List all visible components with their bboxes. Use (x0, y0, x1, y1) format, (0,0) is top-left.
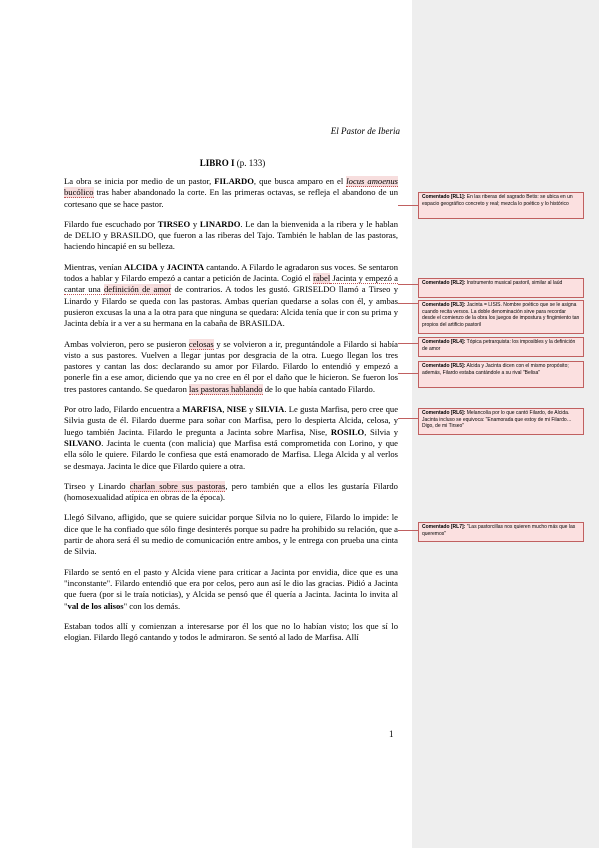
comment-leader-1 (398, 205, 418, 206)
paragraph-6: Tirseo y Linardo charlan sobre sus pastoras, pero también que a ellos les gustaría Filardo (homosexualidad atípica en obras de la época). (64, 480, 398, 503)
page-number: 1 (389, 729, 394, 739)
comment-rl5[interactable]: Comentado [RL5]: Alcida y Jacinta dicen con el mismo propósito; además, Filardo estaba cantándole a su rival "Belisa" (418, 361, 584, 388)
document-body[interactable] (64, 176, 398, 652)
paragraph-1: La obra se inicia por medio de un pastor, FILARDO, que busca amparo en el locus amoenus bucólico tras haber abandonado la corte. En las primeras octavas, se refleja el abandono de un cortesano que se hace pastor. (64, 176, 398, 209)
comment-rl4[interactable]: Comentado [RL4]: Tópica petrarquista: los imposibles y la definición de amor (418, 337, 584, 357)
comment-rl1[interactable]: Comentado [RL1]: En las riberas del sagrado Betis: se ubica en un espacio geográfico concreto y real; mezcla lo poético y lo histórico (418, 192, 584, 219)
comment-anchor-3[interactable]: Jacinta y empezó a cantar una (64, 273, 398, 295)
comment-anchor-6[interactable]: las pastoras hablando (189, 383, 263, 394)
comment-anchor-7[interactable]: charlan sobre sus pastoras (129, 480, 226, 491)
paragraph-5: Por otro lado, Filardo encuentra a MARFISA, NISE y SILVIA. Le gusta Marfisa, pero cree que Silvia gusta de él. Filardo duerme para soñar con Marfisa, pero lo despierta Alcida, celosa, y luego también Jacinta. Filardo le pregunta a Jacinta sobre Marfisa, Nise, ROSILO, Silvia y SILVANO. Jacinta le cuenta (con malicia) que Marfisa está comprometida con Lorino, y que ella sólo le quiere. Filardo le confiesa que está enamorado de Marfisa. Llega Alcida y al verlos se desmaya. Jacinta le dice que Filardo quiere a otra. (64, 404, 399, 471)
comment-leader-3 (398, 303, 418, 304)
paragraph-3: Mientras, venían ALCIDA y JACINTA cantando. A Filardo le agradaron sus voces. Se sentaron todos a hablar y Filardo empezó a cantar a petición de Jacinta. Cogió el rabel Jacinta y empezó a cantar una definición de amor de contrarios. A todos les gustó. GRISELDO llamó a Tirseo y Linardo y Filardo se queda con las pastoras. Ambas querían quedarse a solas con él, y ambas pusieron excusas la una a la otra para que ninguna se quedara: Alcida tenía que ir con su prima y Jacinta debía ir a ver a su hermana en la cabaña de BRASILDA. (64, 261, 398, 329)
comment-rl6[interactable]: Comentado [RL6]: Melancolía por lo que cantó Filardo, de Alcida. Jacinta incluso se equivoca: "Enamorada que estoy de mi Filardo… Digo, de mi Tirseo" (418, 408, 584, 435)
paragraph-2: Filardo fue escuchado por TIRSEO y LINARDO. Le dan la bienvenida a la ribera y le hablan de DELIO y BRASILDO, que fueron a las riberas del Tajo. También le hablan de las pastoras, haciendo hincapié en su belleza. (64, 218, 399, 252)
comment-rl2[interactable]: Comentado [RL2]: Instrumento musical pastoril, similar al laúd (418, 278, 584, 298)
comment-anchor-1[interactable]: locus amoenus (346, 176, 398, 186)
paragraph-4: Ambas volvieron, pero se pusieron celosas y se volvieron a ir, preguntándole a Filardo si había visto a sus pastores. Vuelven a llegar juntas por desgracia de la otra. Luego llegan los tres pastores y cantan las dos: declarando su amor por Filardo. Filardo lo entendió y empezó a ponerle fin a ese amor, diciendo que ya no cree en él por el daño que le hicieron. Se fueron los tres pastores cantando. Se quedaron las pastoras hablando de lo que había cantado Filardo. (64, 338, 398, 394)
comment-leader-7 (398, 530, 418, 531)
book-title: LIBRO I (199, 158, 235, 168)
book-page-ref: (p. 133) (236, 158, 266, 168)
running-head: El Pastor de Iberia (330, 126, 400, 136)
paragraph-8: Filardo se sentó en el pasto y Alcida viene para criticar a Jacinta por envidia, dice que es una "inconstante". Filardo entendió que era por celos, pero aun así le dio las gracias. Pidió a Jacinta que fuera (por si le traía noticias), y Alcida se pensó que él quería a Jacinta. Jacinta lo invita al "val de los alisos" con los demás. (64, 566, 398, 611)
book-heading (0, 158, 465, 168)
comment-rl7[interactable]: Comentado [RL7]: "Las pastorcillas nos quieren mucho más que las queremos" (418, 522, 584, 542)
paragraph-9: Estaban todos allí y comienzan a interesarse por él los que no lo habían visto; los que sí lo elogian. Filardo llegó cantando y todos le admiraron. Se sentó al lado de Marfisa. Allí (64, 620, 398, 643)
comment-anchor-4[interactable]: definición de amor (104, 284, 172, 295)
comment-rl3[interactable]: Comentado [RL3]: Jacinta = LISIS. Nombre poético que se le asigna cuando recita versos. La doble denominación sirve para recordar desde el comienzo de la obra los juegos de impostura y fingimiento tan propios del artificio pastoril (418, 300, 584, 334)
comment-leader-2 (398, 284, 418, 285)
comment-leader-5 (398, 373, 418, 374)
paragraph-7: Llegó Silvano, afligido, que se quiere suicidar porque Silvia no lo quiere, Filardo lo impide: le dice que le ha confiado que sólo finge desinterés porque su padre ha prohibido su relación, que a partir de ahora será él su medio de comunicación entre ambos, y le entrega con prueba una cinta de Silvia. (64, 512, 398, 557)
comment-anchor-2[interactable]: rabel (313, 273, 331, 284)
comment-leader-6 (398, 418, 418, 419)
comment-anchor-5[interactable]: celosas (188, 338, 214, 349)
comment-leader-4 (398, 343, 418, 344)
